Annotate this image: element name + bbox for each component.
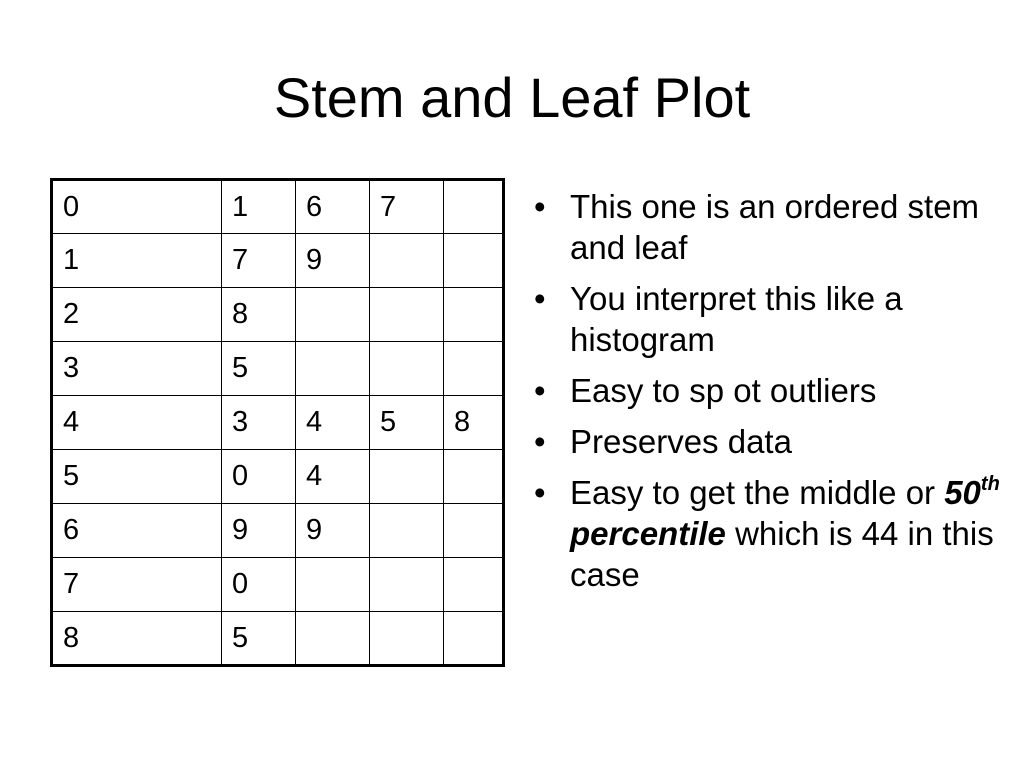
leaf-cell: 5 [222, 612, 296, 666]
stem-cell: 6 [52, 504, 222, 558]
table-row [52, 612, 504, 666]
bullet-item [532, 421, 1002, 462]
table-row [52, 558, 504, 612]
table-row [52, 450, 504, 504]
bullet-marker: • [534, 474, 546, 511]
leaf-cell [444, 558, 504, 612]
stem-cell: 4 [52, 396, 222, 450]
leaf-cell: 5 [370, 396, 444, 450]
bullet-text-pre: Easy to get the middle or [570, 474, 945, 511]
table-row [52, 234, 504, 288]
bullet-item [532, 370, 1002, 411]
stem-cell: 8 [52, 612, 222, 666]
stem-cell: 3 [52, 342, 222, 396]
stem-leaf-body [52, 180, 504, 666]
bullet-text: Preserves data [570, 423, 792, 460]
stem-cell: 0 [52, 180, 222, 234]
stem-cell: 5 [52, 450, 222, 504]
leaf-cell [370, 342, 444, 396]
bullet-item [532, 472, 1002, 595]
emphasis-number: 50 [944, 474, 981, 511]
leaf-cell [444, 450, 504, 504]
leaf-cell [370, 612, 444, 666]
stem-cell: 2 [52, 288, 222, 342]
leaf-cell: 3 [222, 396, 296, 450]
leaf-cell [296, 612, 370, 666]
leaf-cell [444, 612, 504, 666]
leaf-cell: 7 [370, 180, 444, 234]
bullet-text: Easy to sp ot outliers [570, 372, 877, 409]
leaf-cell: 0 [222, 558, 296, 612]
slide-title: Stem and Leaf Plot [273, 66, 751, 129]
leaf-cell: 6 [296, 180, 370, 234]
bullet-item [532, 186, 1002, 268]
leaf-cell: 0 [222, 450, 296, 504]
leaf-cell [370, 504, 444, 558]
leaf-cell: 9 [296, 504, 370, 558]
leaf-cell [444, 288, 504, 342]
leaf-cell: 4 [296, 396, 370, 450]
emphasis-word: percentile [570, 515, 726, 552]
bullet-marker: • [534, 280, 546, 317]
leaf-cell: 9 [222, 504, 296, 558]
stem-cell: 1 [52, 234, 222, 288]
table-row [52, 180, 504, 234]
leaf-cell [296, 558, 370, 612]
leaf-cell [296, 288, 370, 342]
leaf-cell: 8 [444, 396, 504, 450]
bullet-marker: • [534, 372, 546, 409]
leaf-cell [370, 450, 444, 504]
leaf-cell [444, 180, 504, 234]
leaf-cell: 5 [222, 342, 296, 396]
leaf-cell [370, 288, 444, 342]
table-row [52, 342, 504, 396]
bullet-text: You interpret this like a histogram [570, 280, 903, 358]
leaf-cell: 1 [222, 180, 296, 234]
leaf-cell: 8 [222, 288, 296, 342]
bullet-text: This one is an ordered stem and leaf [570, 188, 980, 266]
leaf-cell [370, 558, 444, 612]
bullet-list [532, 186, 1002, 605]
emphasis-superscript: th [980, 473, 1000, 495]
bullet-item [532, 278, 1002, 360]
leaf-cell [370, 234, 444, 288]
table-row [52, 504, 504, 558]
leaf-cell [444, 342, 504, 396]
stem-cell: 7 [52, 558, 222, 612]
leaf-cell: 4 [296, 450, 370, 504]
leaf-cell: 7 [222, 234, 296, 288]
table-row [52, 288, 504, 342]
leaf-cell [444, 234, 504, 288]
table-row [52, 396, 504, 450]
leaf-cell [296, 342, 370, 396]
leaf-cell [444, 504, 504, 558]
bullet-text-post: which is 44 in this case [570, 515, 994, 593]
bullet-marker: • [534, 188, 546, 225]
bullet-marker: • [534, 423, 546, 460]
leaf-cell: 9 [296, 234, 370, 288]
stem-leaf-table [50, 178, 505, 667]
